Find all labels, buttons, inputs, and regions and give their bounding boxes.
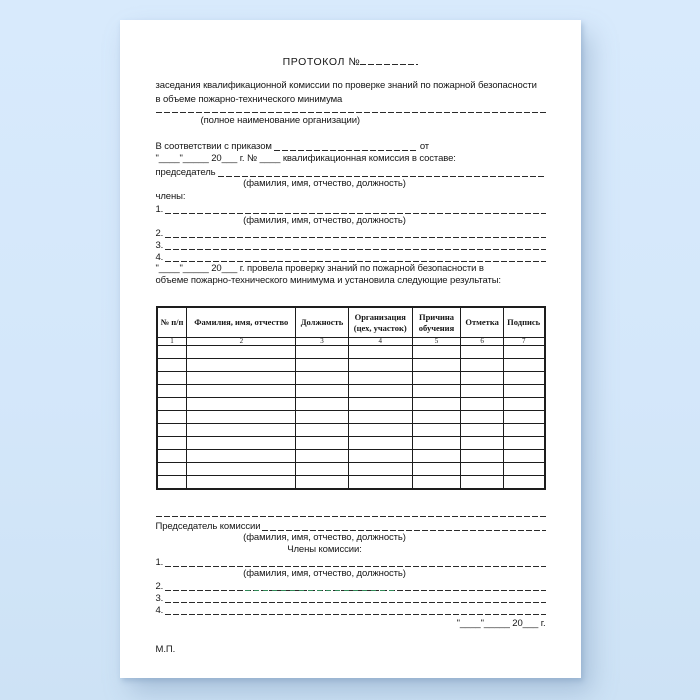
chairman-name-blank: [218, 176, 546, 177]
table-empty-cell: [157, 372, 187, 385]
table-empty-cell: [461, 359, 503, 372]
table-row: [157, 424, 545, 437]
table-empty-cell: [296, 385, 349, 398]
table-empty-cell: [187, 411, 296, 424]
table-empty-cell: [187, 398, 296, 411]
document-title: [156, 56, 546, 69]
table-row: [157, 437, 545, 450]
table-empty-cell: [503, 385, 544, 398]
table-empty-cell: [412, 476, 461, 490]
table-empty-cell: [348, 450, 412, 463]
table-empty-cell: [296, 450, 349, 463]
signature-blank-line: [156, 516, 546, 517]
results-table: [156, 306, 546, 490]
table-row: [157, 385, 545, 398]
table-column-header: Отметка: [461, 307, 503, 338]
sign-chairman-blank: [262, 530, 545, 531]
sign-member-line-4: [156, 604, 546, 616]
table-empty-cell: [412, 424, 461, 437]
table-empty-cell: [348, 437, 412, 450]
table-column-header: Фамилия, имя, отчество: [187, 307, 296, 338]
table-column-header: Причина обучения: [412, 307, 461, 338]
order-suffix: от: [419, 141, 430, 152]
table-empty-cell: [187, 346, 296, 359]
table-empty-cell: [157, 437, 187, 450]
table-column-header: № п/п: [157, 307, 187, 338]
table-column-number: 1: [157, 338, 187, 346]
table-empty-cell: [157, 476, 187, 490]
table-empty-cell: [503, 424, 544, 437]
table-empty-cell: [296, 437, 349, 450]
member-line-2: [156, 227, 546, 239]
table-row: [157, 463, 545, 476]
table-header-row: [157, 307, 545, 338]
sign-chairman-line: [156, 520, 546, 532]
sign-members-title: Члены комиссии:: [287, 544, 362, 555]
table-empty-cell: [412, 450, 461, 463]
table-empty-cell: [503, 398, 544, 411]
sign-member-number-1: 1.: [155, 557, 164, 568]
table-empty-cell: [503, 476, 544, 490]
table-empty-cell: [461, 411, 503, 424]
sign-member-line-2: [156, 580, 546, 592]
member-name-blank-3: [165, 249, 545, 250]
table-column-number: 7: [503, 338, 544, 346]
table-empty-cell: [187, 359, 296, 372]
table-empty-cell: [412, 398, 461, 411]
table-empty-cell: [157, 450, 187, 463]
member-number-1: 1.: [155, 204, 164, 215]
table-empty-cell: [187, 424, 296, 437]
table-empty-cell: [296, 372, 349, 385]
table-empty-cell: [461, 372, 503, 385]
table-empty-cell: [187, 372, 296, 385]
sign-member-number-4: 4.: [155, 605, 164, 616]
table-column-header: Подпись: [503, 307, 544, 338]
table-empty-cell: [461, 385, 503, 398]
member-line-3: [156, 239, 546, 251]
table-row: [157, 450, 545, 463]
table-empty-cell: [157, 424, 187, 437]
organization-blank-line: [156, 112, 546, 113]
table-empty-cell: [461, 437, 503, 450]
table-row: [157, 411, 545, 424]
chairman-line: [156, 166, 546, 178]
results-table-head: [157, 307, 545, 346]
table-empty-cell: [348, 372, 412, 385]
sign-member-line-1: [156, 556, 546, 568]
table-row: [157, 346, 545, 359]
table-empty-cell: [461, 398, 503, 411]
table-column-number: 3: [296, 338, 349, 346]
commission-date-line: "____"_____ 20___ г. № ____ квалификационная комиссия в составе:: [155, 153, 456, 164]
table-empty-cell: [348, 424, 412, 437]
table-empty-cell: [412, 411, 461, 424]
table-empty-cell: [412, 463, 461, 476]
stamp-place-label: М.П.: [155, 644, 176, 655]
member-number-2: 2.: [155, 228, 164, 239]
table-empty-cell: [157, 463, 187, 476]
table-empty-cell: [187, 385, 296, 398]
table-empty-cell: [412, 437, 461, 450]
check-line-1: "____"_____ 20___ г. провела проверку знаний по пожарной безопасности в: [155, 263, 484, 274]
table-empty-cell: [187, 437, 296, 450]
table-empty-cell: [348, 346, 412, 359]
table-empty-cell: [157, 411, 187, 424]
table-empty-cell: [412, 385, 461, 398]
table-empty-cell: [461, 450, 503, 463]
document-subtitle: [156, 79, 546, 106]
table-empty-cell: [461, 346, 503, 359]
subtitle-line-1: заседания квалификационной комиссии по проверке знаний по пожарной безопасности: [155, 80, 537, 91]
table-empty-cell: [412, 372, 461, 385]
member-name-blank-4: [165, 261, 545, 262]
table-empty-cell: [461, 424, 503, 437]
document-page: [120, 20, 581, 678]
table-empty-cell: [503, 346, 544, 359]
table-column-number: 2: [187, 338, 296, 346]
table-empty-cell: [296, 346, 349, 359]
member-name-blank-2: [165, 237, 545, 238]
table-empty-cell: [503, 359, 544, 372]
sign-member-number-3: 3.: [155, 593, 164, 604]
table-empty-cell: [503, 437, 544, 450]
subtitle-line-2: в объеме пожарно-технического минимума: [155, 93, 343, 105]
name-caption-3: (фамилия, имя, отчество, должность): [243, 532, 406, 543]
table-empty-cell: [348, 476, 412, 490]
table-column-header: Организация (цех, участок): [348, 307, 412, 338]
table-row: [157, 476, 545, 490]
table-empty-cell: [187, 463, 296, 476]
organization-caption: (полное наименование организации): [200, 115, 360, 126]
sign-member-number-2: 2.: [155, 581, 164, 592]
order-prefix: В соответствии с приказом: [155, 141, 272, 152]
table-empty-cell: [296, 398, 349, 411]
check-line-2: объеме пожарно-технического минимума и установила следующие результаты:: [155, 275, 501, 286]
members-label: члены:: [155, 191, 186, 202]
table-empty-cell: [348, 463, 412, 476]
table-empty-cell: [412, 346, 461, 359]
table-empty-cell: [296, 411, 349, 424]
signature-date-line: "____"_____ 20___ г.: [456, 618, 546, 629]
table-row: [157, 359, 545, 372]
table-empty-cell: [412, 359, 461, 372]
table-empty-cell: [157, 359, 187, 372]
table-column-numbers-row: [157, 338, 545, 346]
title-number-blank: [360, 56, 418, 65]
name-caption-4: (фамилия, имя, отчество, должность): [243, 568, 406, 579]
table-empty-cell: [348, 385, 412, 398]
name-caption-1: (фамилия, имя, отчество, должность): [243, 178, 406, 189]
table-empty-cell: [187, 476, 296, 490]
member-line-4: [156, 251, 546, 263]
name-caption-2: (фамилия, имя, отчество, должность): [243, 215, 406, 226]
table-empty-cell: [157, 346, 187, 359]
table-empty-cell: [157, 385, 187, 398]
table-column-number: 4: [348, 338, 412, 346]
table-empty-cell: [503, 450, 544, 463]
order-number-blank: [274, 150, 417, 151]
table-row: [157, 372, 545, 385]
results-table-body: [157, 346, 545, 490]
table-empty-cell: [187, 450, 296, 463]
table-empty-cell: [348, 359, 412, 372]
sign-member-blank-4: [165, 614, 545, 615]
table-empty-cell: [461, 463, 503, 476]
table-empty-cell: [296, 463, 349, 476]
sign-member-blank-2: [165, 590, 545, 591]
member-line-1: [156, 203, 546, 215]
table-empty-cell: [296, 476, 349, 490]
table-empty-cell: [461, 476, 503, 490]
signature-block: [156, 516, 546, 656]
table-empty-cell: [296, 424, 349, 437]
table-empty-cell: [348, 398, 412, 411]
table-empty-cell: [296, 359, 349, 372]
table-empty-cell: [503, 372, 544, 385]
document-title-text: ПРОТОКОЛ №: [282, 56, 361, 68]
member-number-3: 3.: [155, 240, 164, 251]
table-empty-cell: [157, 398, 187, 411]
table-empty-cell: [348, 411, 412, 424]
order-line: [156, 140, 546, 152]
chairman-label: председатель: [155, 167, 216, 178]
member-number-4: 4.: [155, 252, 164, 263]
table-row: [157, 398, 545, 411]
table-column-number: 5: [412, 338, 461, 346]
sign-member-blank-3: [165, 602, 545, 603]
sign-member-blank-1: [165, 566, 545, 567]
table-column-number: 6: [461, 338, 503, 346]
table-column-header: Должность: [296, 307, 349, 338]
sign-chairman-label: Председатель комиссии: [155, 521, 261, 532]
sign-member-line-3: [156, 592, 546, 604]
table-empty-cell: [503, 463, 544, 476]
table-empty-cell: [503, 411, 544, 424]
member-name-blank-1: [165, 213, 545, 214]
